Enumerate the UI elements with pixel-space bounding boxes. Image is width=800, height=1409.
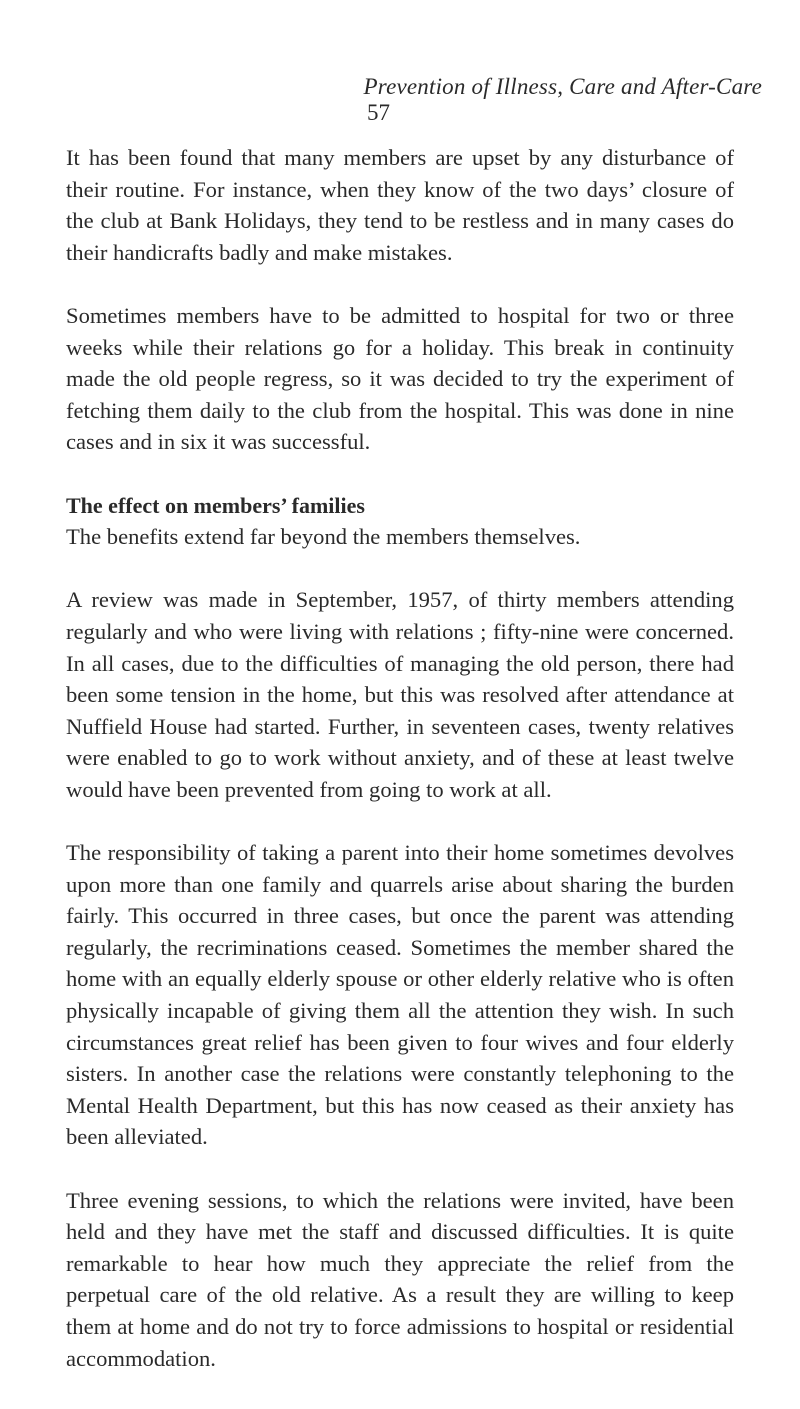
paragraph-benefits: The benefits extend far beyond the members themselves. xyxy=(66,524,581,550)
paragraph-evening-sessions: Three evening sessions, to which the relations were invited, have been held and they have met the staff and discussed difficulties. It is quite remarkable to hear how much they appreciate the relief from the perpetual care of the old relative. As a result they are willing to keep them at home and do not try to force admissions to hospital or residential accommodation. xyxy=(66,1187,734,1371)
section-heading: The effect on members’ families xyxy=(66,492,365,518)
paragraph-responsibility: The responsibility of taking a parent into their home sometimes devolves upon more than one family and quarrels arise about sharing the burden fairly. This occurred in three cases, but once the parent was attending regularly, the recriminations ceased. Sometimes the member shared the home with an equally elderly spouse or other elderly relative who is often physically incapable of giving them all the attention they wish. In such circumstances great relief has been given to four wives and four elderly sisters. In another case the relations were constantly telephoning to the Mental Health Department, but this has now ceased as their anxiety has been alleviated. xyxy=(66,840,734,1150)
paragraph-routine: It has been found that many members are upset by any disturbance of their routine. For instance, when they know of the two days’ closure of the club at Bank Holidays, they tend to be restless and in many cases do their handicrafts badly and make mistakes. xyxy=(66,145,734,265)
paragraph-review: A review was made in September, 1957, of thirty members attending regularly and who were living with relations ; fifty-nine were concerned. In all cases, due to the difficulties of managing the old person, there had been some tension in the home, but this was resolved after attendance at Nuffield House had started. Further, in seventeen cases, twenty relatives were enabled to go to work without anxiety, and of these at least twelve would have been prevented from going to work at all. xyxy=(66,587,734,802)
running-title: Prevention of Illness, Care and After-Care xyxy=(363,74,762,99)
body-text xyxy=(66,142,734,1374)
page-number: 57 xyxy=(367,100,390,125)
paragraph-hospital: Sometimes members have to be admitted to hospital for two or three weeks while their relations go for a holiday. This break in continuity made the old people regress, so it was decided to try the experiment of fetching them daily to the club from the hospital. This was done in nine cases and in six it was successful. xyxy=(66,302,734,455)
